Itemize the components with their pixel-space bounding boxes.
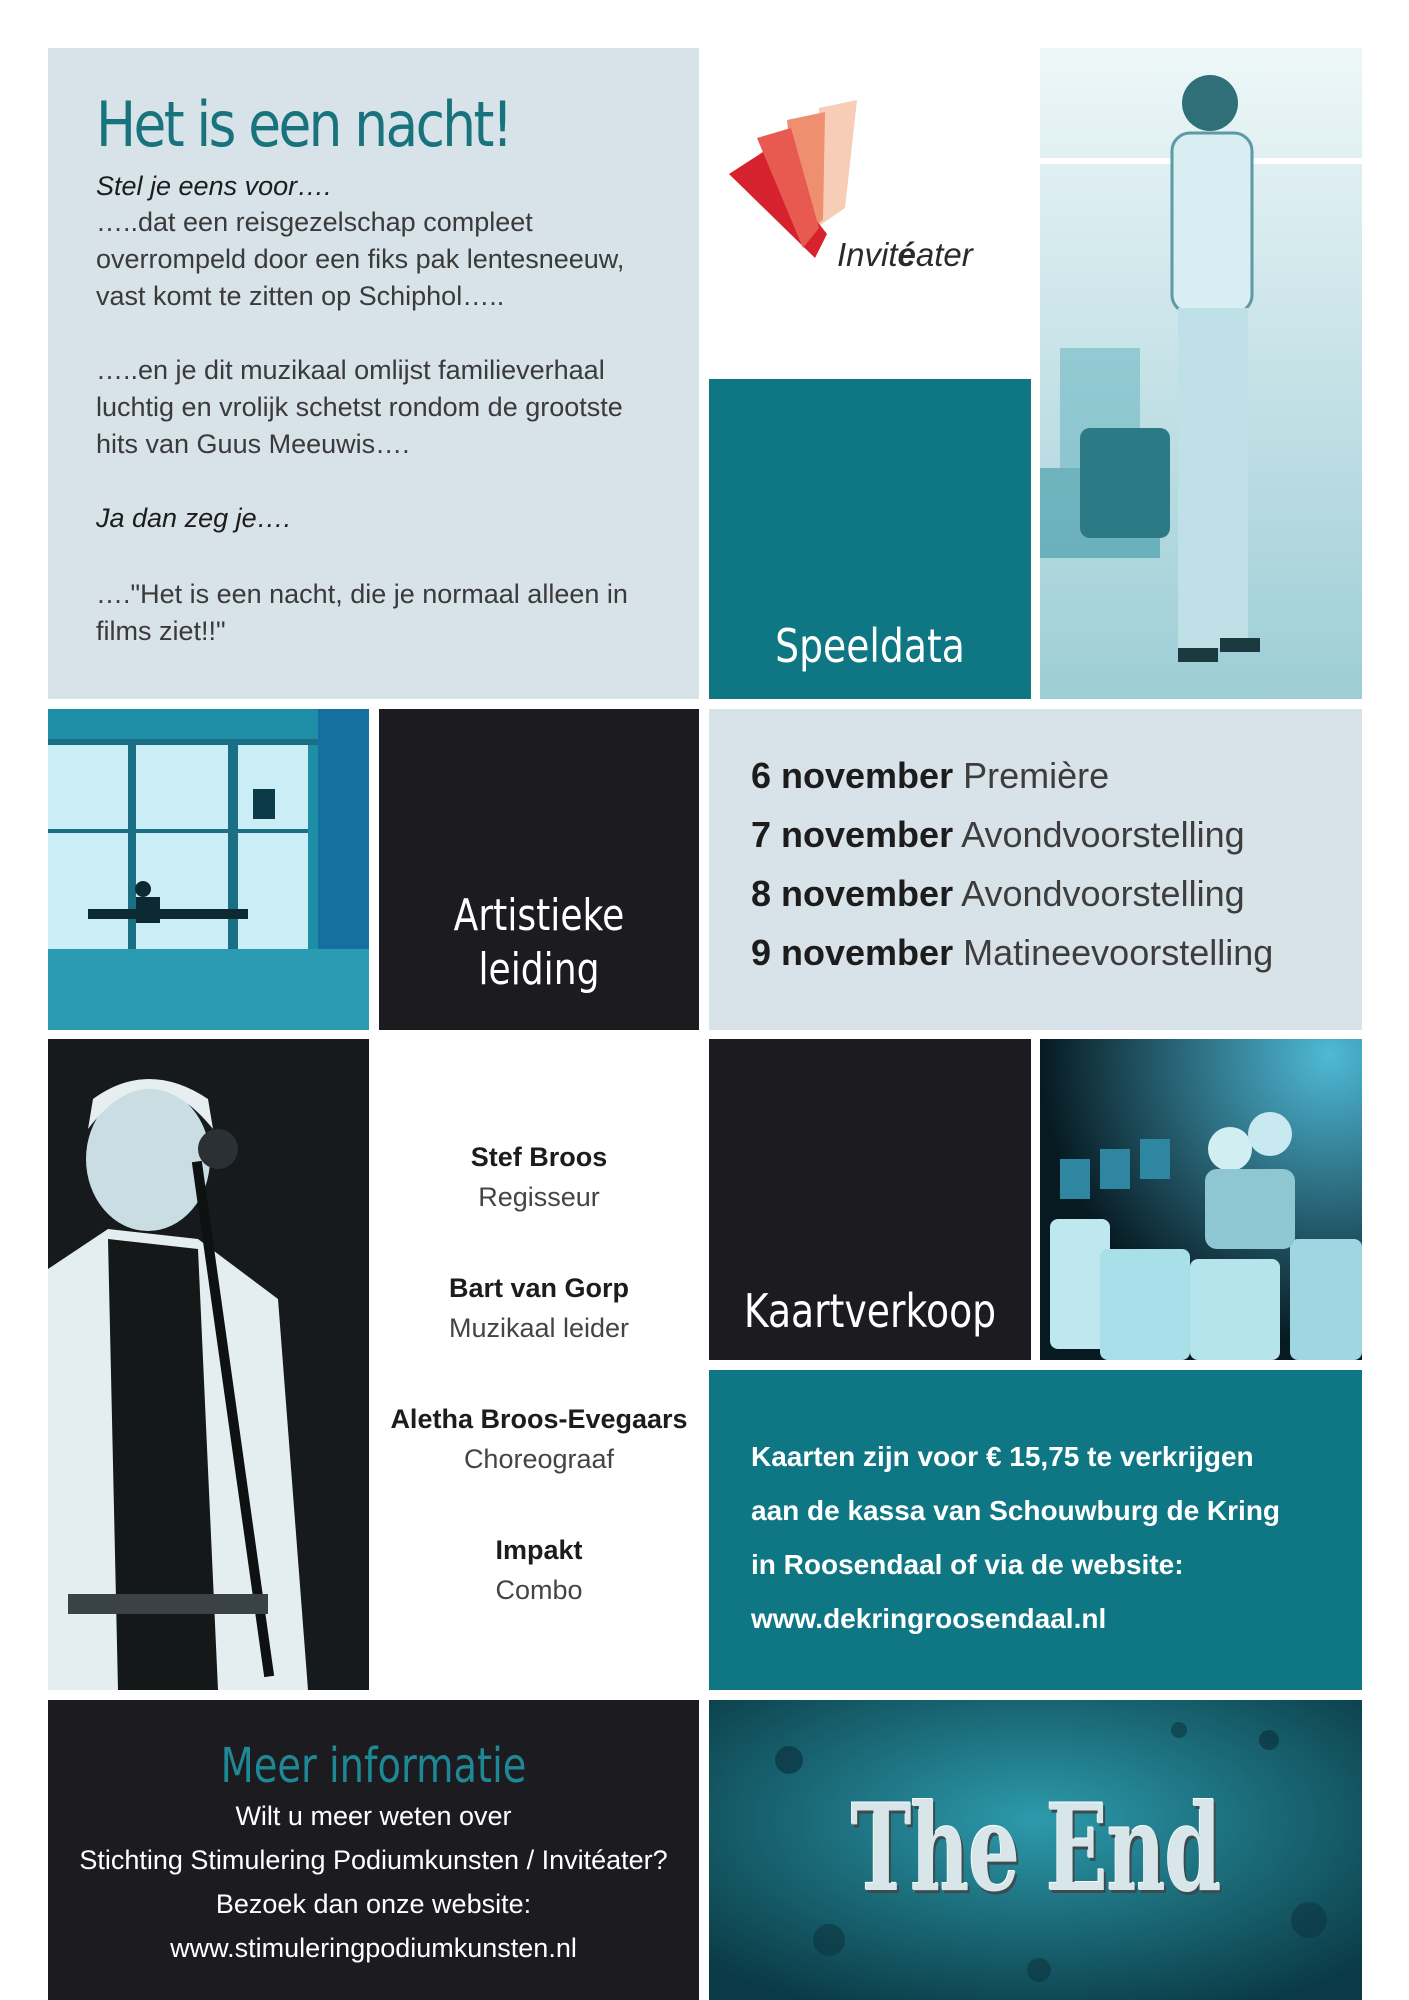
speeldata-heading: Speeldata xyxy=(775,619,965,673)
date-row: 9 november Matineevoorstelling xyxy=(751,932,1274,973)
meer-informatie-panel xyxy=(48,1700,699,2000)
tickets-line: in Roosendaal of via de website: xyxy=(751,1549,1184,1580)
kaartverkoop-panel xyxy=(709,1039,1031,1360)
meer-line: Bezoek dan onze website: xyxy=(215,1889,532,1919)
meer-informatie-heading: Meer informatie xyxy=(220,1738,527,1794)
kaartverkoop-heading: Kaartverkoop xyxy=(743,1284,997,1338)
date-row: 7 november Avondvoorstelling xyxy=(751,814,1245,855)
cinema-photo xyxy=(1040,1039,1362,1360)
intro-line: hits van Guus Meeuwis…. xyxy=(96,429,410,459)
tickets-line: aan de kassa van Schouwburg de Kring xyxy=(751,1495,1281,1526)
intro-line: …..en je dit muzikaal omlijst familieverhaal xyxy=(96,355,605,385)
intro-ja: Ja dan zeg je…. xyxy=(96,503,292,533)
artistieke-heading: Artistieke leiding xyxy=(453,890,625,995)
singer-photo xyxy=(48,1039,369,1690)
intro-line: overrompeld door een fiks pak lentesneeuw, xyxy=(96,244,625,274)
team-member: Bart van Gorp Muzikaal leider xyxy=(448,1273,630,1343)
team-member: Aletha Broos-Evegaars Choreograaf xyxy=(390,1404,688,1474)
the-end-title: The End xyxy=(850,1778,1221,1919)
airport-photo xyxy=(48,709,369,1030)
meer-website-link[interactable]: www.stimuleringpodiumkunsten.nl xyxy=(170,1933,577,1963)
intro-line: films ziet!!" xyxy=(96,616,226,646)
speeldata-panel xyxy=(709,379,1031,699)
tickets-line: Kaarten zijn voor € 15,75 te verkrijgen xyxy=(751,1441,1254,1472)
intro-line: …."Het is een nacht, die je normaal alleen in xyxy=(96,579,628,609)
date-row: 6 november Première xyxy=(751,755,1110,796)
dates-panel xyxy=(709,709,1362,1030)
team-panel xyxy=(379,1039,699,1690)
intro-line: vast komt te zitten op Schiphol….. xyxy=(96,281,505,311)
meer-line: Wilt u meer weten over xyxy=(235,1801,512,1831)
date-row: 8 november Avondvoorstelling xyxy=(751,873,1245,914)
page-title: Het is een nacht! xyxy=(96,88,511,161)
intro-line: luchtig en vrolijk schetst rondom de grootste xyxy=(96,392,623,422)
intro-panel xyxy=(48,48,699,699)
the-end-panel xyxy=(709,1700,1362,2000)
tickets-panel xyxy=(709,1370,1362,1690)
intro-lead: Stel je eens voor…. xyxy=(96,171,332,201)
tickets-website-link[interactable]: www.dekringroosendaal.nl xyxy=(751,1603,1107,1634)
team-member: Impakt Combo xyxy=(495,1535,583,1605)
artistieke-panel xyxy=(379,709,699,1030)
meer-line: Stichting Stimulering Podiumkunsten / Invitéater? xyxy=(79,1845,668,1875)
businessman-photo xyxy=(1040,48,1362,699)
intro-line: …..dat een reisgezelschap compleet xyxy=(96,207,533,237)
team-member: Stef Broos Regisseur xyxy=(470,1142,608,1212)
inviteater-logo xyxy=(709,48,1031,370)
logo-wordmark: Invitéater xyxy=(837,236,973,273)
